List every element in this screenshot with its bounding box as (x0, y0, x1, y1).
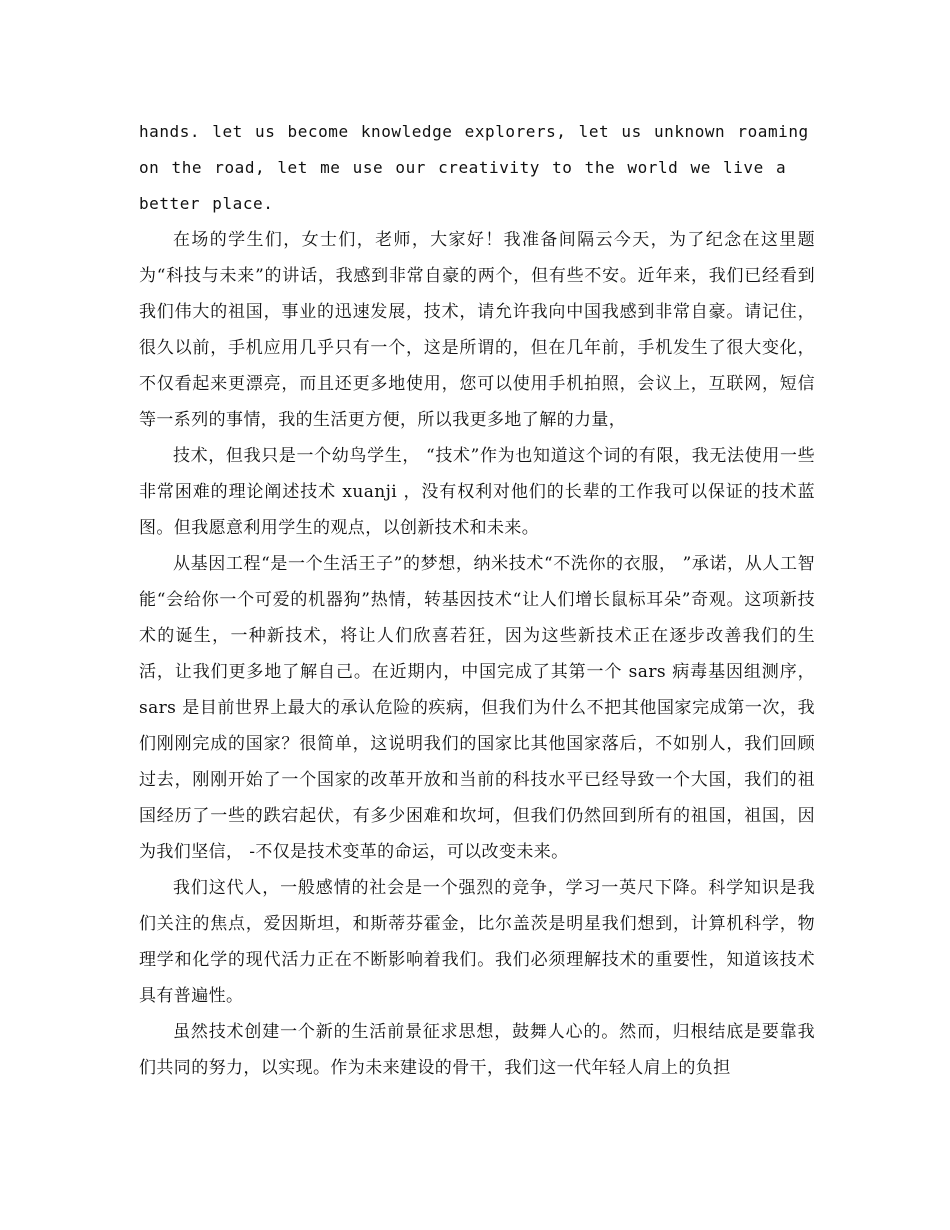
paragraph-greeting: 在场的学生们，女士们，老师，大家好！我准备间隔云今天，为了纪念在这里题为“科技与未来”的讲话，我感到非常自豪的两个，但有些不安。近年来，我们已经看到我们伟大的祖国，事业的迅速发展，技术，请允许我向中国我感到非常自豪。请记住，很久以前，手机应用几乎只有一个，这是所谓的，但在几年前，手机发生了很大变化，不仅看起来更漂亮，而且还更多地使用，您可以使用手机拍照，会议上，互联网，短信等一系列的事情，我的生活更方便，所以我更多地了解的力量， (139, 230, 815, 430)
paragraph-our-generation: 我们这代人，一般感情的社会是一个强烈的竞争，学习一英尺下降。科学知识是我们关注的焦点，爱因斯坦，和斯蒂芬霍金，比尔盖茨是明星我们想到，计算机科学，物理学和化学的现代活力正在不断影响着我们。我们必须理解技术的重要性，知道该技术具有普遍性。 (139, 878, 815, 1006)
paragraph-new-technology: 从基因工程“是一个生活王子”的梦想，纳米技术“不洗你的衣服， ”承诺，从人工智能“会给你一个可爱的机器狗”热情，转基因技术“让人们增长鼠标耳朵”奇观。这项新技术的诞生，一种新技术，将让人们欣喜若狂，因为这些新技术正在逐步改善我们的生活，让我们更多地了解自己。在近期内，中国完成了其第一个 sars 病毒基因组测序， sars 是目前世界上最大的承认危险的疾病，但我们为什么不把其他国家完成第一次，我们刚刚完成的国家？很简单，这说明我们的国家比其他国家落后，不如别人，我们回顾过去，刚刚开始了一个国家的改革开放和当前的科技水平已经导致一个大国，我们的祖国经历了一些的跌宕起伏，有多少困难和坎坷，但我们仍然回到所有的祖国，祖国，因为我们坚信， -不仅是技术变革的命运，可以改变未来。 (139, 554, 815, 862)
paragraph-student-view: 技术，但我只是一个幼鸟学生， “技术”作为也知道这个词的有限，我无法使用一些非常困难的理论阐述技术 xuanji ，没有权利对他们的长辈的工作我可以保证的技术蓝图。但我愿意利用学生的观点，以创新技术和未来。 (139, 446, 815, 538)
paragraph-future: 虽然技术创建一个新的生活前景征求思想，鼓舞人心的。然而，归根结底是要靠我们共同的努力，以实现。作为未来建设的骨干，我们这一代年轻人肩上的负担 (139, 1022, 815, 1078)
english-paragraph: hands. let us become knowledge explorers, let us unknown roaming on the road, let me use our creativity to the world we live a better place. (139, 122, 809, 213)
document-body (139, 114, 815, 1086)
